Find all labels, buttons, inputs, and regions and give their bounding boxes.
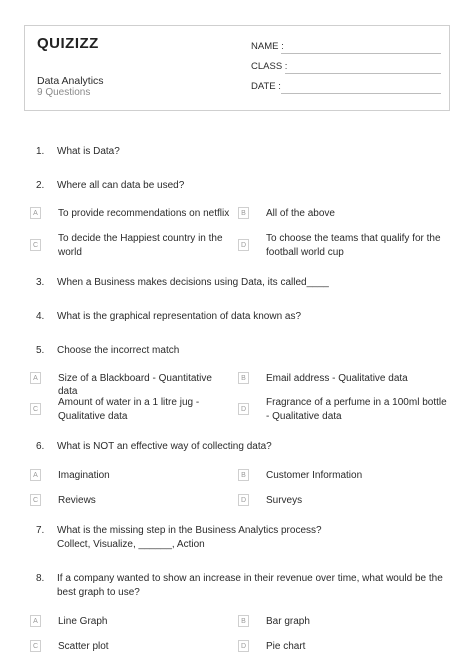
option-text-line: - Qualitative data <box>266 411 342 422</box>
option-letter-box: A <box>30 615 41 627</box>
option-text: Line Graph <box>58 616 108 627</box>
question-number: 5. <box>36 345 45 356</box>
question-number: 8. <box>36 573 45 584</box>
question-text: Where all can data be used? <box>57 180 185 191</box>
option-text: Scatter plot <box>58 641 109 652</box>
option-8a[interactable] <box>30 615 230 629</box>
option-letter-box: B <box>238 469 249 481</box>
option-letter-box: D <box>238 640 249 652</box>
question-number: 7. <box>36 525 45 536</box>
option-2d[interactable] <box>238 232 450 260</box>
worksheet-title: Data Analytics <box>37 75 104 87</box>
class-field[interactable] <box>251 61 441 75</box>
option-letter-box: D <box>238 403 249 415</box>
option-letter-box: B <box>238 615 249 627</box>
option-5b[interactable] <box>238 372 450 386</box>
option-6b[interactable] <box>238 469 448 483</box>
option-letter-box: A <box>30 372 41 384</box>
date-line[interactable] <box>281 93 441 94</box>
question-text: What is Data? <box>57 146 120 157</box>
option-6c[interactable] <box>30 494 230 508</box>
option-text: Reviews <box>58 495 96 506</box>
option-text-line: Fragrance of a perfume in a 100ml bottle <box>266 397 447 408</box>
question-number: 6. <box>36 441 45 452</box>
question-number: 3. <box>36 277 45 288</box>
question-text-line: best graph to use? <box>57 587 140 598</box>
option-letter-box: B <box>238 207 249 219</box>
class-label: CLASS : <box>251 61 288 72</box>
option-6d[interactable] <box>238 494 448 508</box>
option-2a[interactable] <box>30 207 230 221</box>
question-number: 2. <box>36 180 45 191</box>
name-label: NAME : <box>251 41 284 52</box>
class-line[interactable] <box>285 73 441 74</box>
option-5a[interactable] <box>30 372 234 397</box>
date-field[interactable] <box>251 81 441 95</box>
option-8c[interactable] <box>30 640 230 654</box>
option-letter-box: C <box>30 640 41 652</box>
option-text: Size of a Blackboard - Quantitative data <box>58 373 212 397</box>
name-field[interactable] <box>251 41 441 55</box>
option-letter-box: C <box>30 403 41 415</box>
option-letter-box: A <box>30 207 41 219</box>
question-count: 9 Questions <box>37 87 91 98</box>
quizizz-logo: QUIZIZZ <box>37 35 99 52</box>
name-line[interactable] <box>281 53 441 54</box>
worksheet-header <box>24 25 450 111</box>
option-text-line: To decide the Happiest country in the <box>58 233 223 244</box>
option-5c[interactable] <box>30 396 234 424</box>
question-number: 1. <box>36 146 45 157</box>
option-letter-box: C <box>30 239 41 251</box>
option-text-line: Qualitative data <box>58 411 128 422</box>
question-text: When a Business makes decisions using Data, its called____ <box>57 277 329 288</box>
option-8b[interactable] <box>238 615 448 629</box>
question-text-line: What is the missing step in the Business Analytics process? <box>57 525 322 536</box>
option-letter-box: B <box>238 372 249 384</box>
option-text: Pie chart <box>266 641 306 652</box>
question-text: What is the graphical representation of data known as? <box>57 311 302 322</box>
option-text: To provide recommendations on netflix <box>58 208 230 219</box>
option-letter-box: C <box>30 494 41 506</box>
option-8d[interactable] <box>238 640 448 654</box>
option-text-line: Amount of water in a 1 litre jug - <box>58 397 200 408</box>
option-text: Bar graph <box>266 616 310 627</box>
option-text-line: To choose the teams that qualify for the <box>266 233 441 244</box>
question-text-line: If a company wanted to show an increase in their revenue over time, what would be the <box>57 573 443 584</box>
option-letter-box: D <box>238 494 249 506</box>
question-text: Choose the incorrect match <box>57 345 180 356</box>
date-label: DATE : <box>251 81 281 92</box>
option-2b[interactable] <box>238 207 448 221</box>
option-text-line: world <box>58 247 82 258</box>
option-5d[interactable] <box>238 396 458 424</box>
option-letter-box: A <box>30 469 41 481</box>
option-text: Email address - Qualitative data <box>266 373 408 384</box>
question-text-line: Collect, Visualize, ______, Action <box>57 539 205 550</box>
option-text: Imagination <box>58 470 110 481</box>
option-text: Surveys <box>266 495 303 506</box>
question-text: What is NOT an effective way of collecting data? <box>57 441 272 452</box>
option-text: All of the above <box>266 208 335 219</box>
option-text: Customer Information <box>266 470 363 481</box>
option-text-line: football world cup <box>266 247 344 258</box>
option-letter-box: D <box>238 239 249 251</box>
option-2c[interactable] <box>30 232 230 260</box>
option-6a[interactable] <box>30 469 230 483</box>
question-number: 4. <box>36 311 45 322</box>
